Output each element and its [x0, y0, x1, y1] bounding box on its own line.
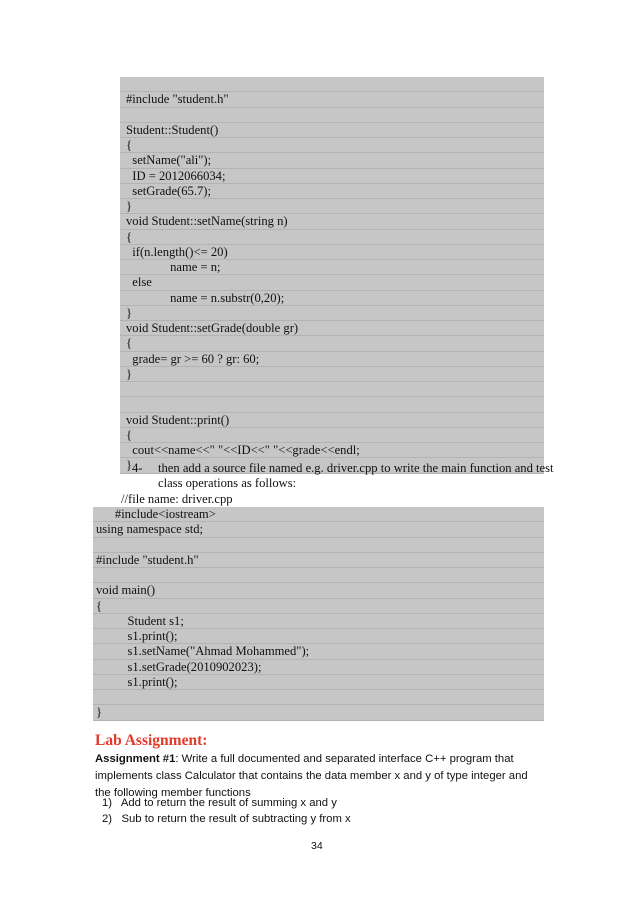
code-line: void Student::setName(string n) — [120, 214, 544, 229]
code-line: } — [120, 306, 544, 321]
code-block-student-cpp — [120, 77, 544, 474]
code-line — [93, 690, 544, 705]
code-line: #include "student.h" — [93, 553, 544, 568]
code-line — [120, 77, 544, 92]
code-line: else — [120, 275, 544, 290]
code-line: } — [93, 705, 544, 720]
code-line: if(n.length()<= 20) — [120, 245, 544, 260]
code-line: { — [120, 428, 544, 443]
code-line — [93, 568, 544, 583]
code-line: #include "student.h" — [120, 92, 544, 107]
page-number: 34 — [311, 840, 323, 852]
code-line: setName("ali"); — [120, 153, 544, 168]
code-line: } — [120, 458, 544, 473]
code-line: { — [93, 599, 544, 614]
code-block-driver-cpp — [93, 507, 544, 721]
code-line: s1.setGrade(2010902023); — [93, 660, 544, 675]
code-line: { — [120, 336, 544, 351]
code-line: void Student::setGrade(double gr) — [120, 321, 544, 336]
step-number: 4- — [132, 461, 143, 475]
code-line: } — [120, 199, 544, 214]
code-line: s1.print(); — [93, 675, 544, 690]
code-line: using namespace std; — [93, 522, 544, 537]
step-text: then add a source file named e.g. driver.cpp to write the main function and test class operations as follows: — [158, 461, 554, 490]
file-name-comment: //file name: driver.cpp — [121, 492, 233, 506]
code-line: { — [120, 230, 544, 245]
code-line: grade= gr >= 60 ? gr: 60; — [120, 352, 544, 367]
list-item: 2) Sub to return the result of subtracting y from x — [102, 813, 351, 825]
code-line: } — [120, 367, 544, 382]
code-line: name = n.substr(0,20); — [120, 291, 544, 306]
code-line: { — [120, 138, 544, 153]
code-line: name = n; — [120, 260, 544, 275]
code-line: s1.print(); — [93, 629, 544, 644]
member-function-list — [102, 795, 351, 827]
code-line: Student s1; — [93, 614, 544, 629]
code-line — [120, 382, 544, 397]
code-line: #include<iostream> — [93, 507, 544, 522]
code-line — [120, 108, 544, 123]
assignment-text: : Write a full documented and separated interface C++ program that implements class Calculator that contains the data member x and y of type integer and the following member functions — [95, 753, 528, 799]
code-line: s1.setName("Ahmad Mohammed"); — [93, 644, 544, 659]
code-line: ID = 2012066034; — [120, 169, 544, 184]
code-line — [93, 538, 544, 553]
code-line: cout<<name<<" "<<ID<<" "<<grade<<endl; — [120, 443, 544, 458]
code-line — [120, 397, 544, 412]
assignment-label: Assignment #1 — [95, 753, 176, 765]
code-line: setGrade(65.7); — [120, 184, 544, 199]
list-item: 1) Add to return the result of summing x and y — [102, 797, 337, 809]
code-line: void main() — [93, 583, 544, 598]
code-line: void Student::print() — [120, 413, 544, 428]
code-line: Student::Student() — [120, 123, 544, 138]
lab-assignment-heading: Lab Assignment: — [95, 732, 208, 749]
